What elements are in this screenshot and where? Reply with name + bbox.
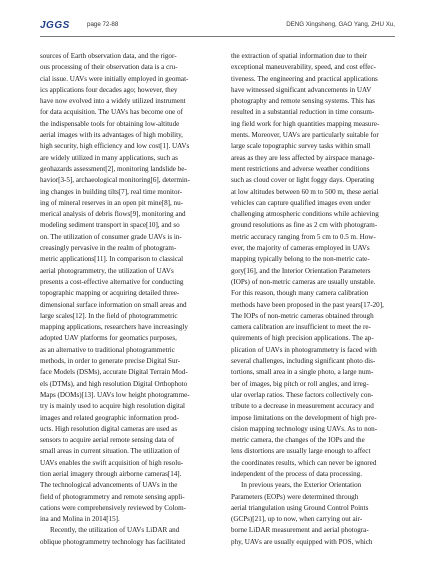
text-line: Recently, the utilization of UAVs LiDAR and (50, 526, 180, 535)
text-line: mapping applications, researchers have increasingly (40, 323, 188, 332)
text-line: tortions, small area in a single photo, a large num- (231, 368, 374, 377)
text-line: metric camera, the changes of the IOPs and the (231, 436, 365, 445)
text-line: as an alternative to traditional photogrammetric (40, 345, 175, 354)
text-line: methods have been proposed in the past years[17-20], (231, 300, 384, 309)
text-line: The technological advancements of UAVs in the (40, 481, 178, 490)
text-line: face Models (DSMs), accurate Digital Terrain Mod- (40, 368, 188, 377)
text-line: ment restrictions and adverse weather conditions (231, 164, 370, 173)
text-line: Parameters (EOPs) were determined through (231, 492, 359, 501)
text-line: images and related geographic information prod- (40, 413, 179, 422)
text-line: ular overlap ratios. These factors collectively con- (231, 390, 374, 399)
text-line: creasingly pervasive in the realm of photogram- (40, 244, 177, 253)
text-line: large scales[12]. In the field of photogrammetric (40, 311, 178, 320)
text-line: In previous years, the Exterior Orientation (241, 481, 362, 490)
text-line: gory[16], and the Interior Orientation Parameters (231, 266, 371, 275)
text-line: have now evolved into a widely utilized instrument (40, 97, 186, 106)
text-line: the coordinates results, which can never be ignored (231, 458, 377, 467)
text-line: modeling sediment transport in space[10], and so (40, 221, 180, 230)
header-rule (40, 36, 395, 37)
text-line: metric accuracy ranging from 5 cm to 0.5 m. How- (231, 232, 376, 241)
text-line: ics applications four decades ago; however, they (40, 85, 178, 94)
text-line: tribute to a decrease in measurement accuracy and (231, 402, 374, 411)
text-line: at low altitudes between 60 m to 500 m, these aerial (231, 187, 379, 196)
text-line: lens distortions are usually large enough to affect (231, 447, 371, 456)
text-line: tiveness. The engineering and practical applications (231, 74, 378, 83)
text-line: For this reason, though many camera calibration (231, 289, 369, 298)
text-line: sources of Earth observation data, and the rigor- (40, 52, 177, 60)
text-line: ing of mineral reserves in an open pit mine[8], nu- (40, 198, 184, 207)
text-line: els (DTMs), and high resolution Digital Orthophoto (40, 379, 188, 388)
text-line: exceptional maneuverability, speed, and cost effec- (231, 63, 376, 72)
text-line: oblique photogrammetry technology has facilitated (40, 537, 185, 546)
text-line: borne LiDAR measurement and aerial photogra- (231, 526, 369, 535)
text-line: vehicles can capture qualified images even under (231, 198, 371, 207)
text-line: merical analysis of debris flows[9], monitoring and (40, 210, 186, 219)
text-line: The IOPs of non-metric cameras obtained through (231, 311, 374, 320)
text-line: small areas in current situation. The utilization of (40, 447, 180, 456)
text-line: high security, high efficiency and low cost[1]. UAVs (40, 142, 190, 151)
text-line: on. The utilization of consumer grade UAVs is in- (40, 232, 182, 241)
text-line: ous processing of their observation data is a cru- (40, 63, 178, 72)
text-line: such as cloud cover or light foggy days. Operating (231, 176, 375, 185)
text-line: photography and remote sensing systems. This has (231, 97, 375, 106)
text-line: challenging atmospheric conditions while achieving (231, 210, 379, 219)
text-line: aerial triangulation using Ground Control Points (231, 503, 369, 512)
text-line: havior[3-5], archaeological monitoring[6], determin- (40, 176, 190, 185)
text-line: for data acquisition. The UAVs has become one of (40, 108, 183, 117)
text-line: UAVs enables the swift acquisition of high resolu- (40, 458, 184, 467)
text-line: ever, the majority of cameras employed in UAVs (231, 244, 370, 253)
text-line: ber of images, big pitch or roll angles, and irreg- (231, 379, 369, 388)
text-line: areas as they are less affected by airspace manage- (231, 153, 375, 162)
text-line: several challenges, including significant photo dis- (231, 357, 376, 366)
text-line: plication of UAVs in photogrammetry is faced with (231, 345, 377, 354)
right-text-column (231, 51, 397, 548)
text-line: metric applications[11]. In comparison to classical (40, 255, 184, 264)
journal-logo: JGGS (40, 20, 70, 31)
text-line: sensors to acquire aerial remote sensing data of (40, 436, 175, 445)
text-line: ments. Moreover, UAVs are particularly suitable for (231, 131, 379, 140)
text-line: try is mainly used to acquire high resolution digital (40, 402, 186, 411)
text-line: topographic mapping or acquiring detailed three- (40, 289, 180, 298)
text-line: large scale topographic survey tasks within small (231, 142, 371, 151)
text-line: (IOPs) of non-metric cameras are usually unstable. (231, 277, 376, 286)
text-line: aerial images with its advantages of high mobility, (40, 131, 183, 140)
text-line: (GCPs)[21], up to now, when carrying out air- (231, 515, 363, 524)
text-line: mapping typically belong to the non-metric cate- (231, 255, 370, 264)
text-line: tion aerial imagery through airborne cameras[14]. (40, 469, 182, 478)
text-line: the extraction of spatial information due to their (231, 52, 368, 60)
text-line: cations were comprehensively reviewed by Colom- (40, 503, 186, 512)
text-line: Maps (DOMs)[13]. UAVs low height photogramme- (40, 390, 190, 399)
running-authors: DENG Xingsheng, GAO Yang, ZHU Xu, (286, 21, 395, 28)
text-line: quirements of high precision applications. The ap- (231, 334, 374, 343)
text-line: ing field work for high quantities mapping measure- (231, 119, 380, 128)
text-line: phy, UAVs are usually equipped with POS, which (231, 537, 373, 546)
text-line: have witnessed significant advancements in UAV (231, 85, 372, 94)
page-header (40, 20, 395, 34)
text-line: the indispensable tools for obtaining low-altitude (40, 119, 180, 128)
text-line: ucts. High resolution digital cameras are used as (40, 424, 178, 433)
text-line: ina and Molina in 2014[15]. (40, 515, 120, 524)
text-line: ing changes in building tilts[7], real time monitor- (40, 187, 183, 196)
text-line: are widely utilized in many applications, such as (40, 153, 178, 162)
text-line: methods, in order to generate precise Digital Sur- (40, 357, 181, 366)
text-line: field of photogrammetry and remote sensing appli- (40, 492, 185, 501)
text-line: independent of the process of data processing. (231, 469, 362, 478)
text-line: dimensional surface information on small areas and (40, 300, 187, 309)
text-line: geohazards assessment[2], monitoring landslide be- (40, 164, 187, 173)
text-line: camera calibration are insufficient to meet the re- (231, 323, 371, 332)
text-line: adopted UAV platforms for geomatics purposes, (40, 334, 177, 343)
text-line: cision mapping technology using UAVs. As to non- (231, 424, 378, 433)
text-line: impose limitations on the development of high pre- (231, 413, 377, 422)
page-range: page 72-88 (87, 21, 119, 28)
text-line: cial issue. UAVs were initially employed in geomat- (40, 74, 189, 83)
text-line: resulted in a substantial reduction in time consum- (231, 108, 375, 117)
left-text-column (40, 51, 206, 548)
text-line: presents a cost-effective alternative for conducting (40, 277, 184, 286)
text-line: aerial photogrammetry, the utilization of UAVs (40, 266, 174, 275)
text-line: ground resolutions as fine as 2 cm with photogram- (231, 221, 378, 230)
